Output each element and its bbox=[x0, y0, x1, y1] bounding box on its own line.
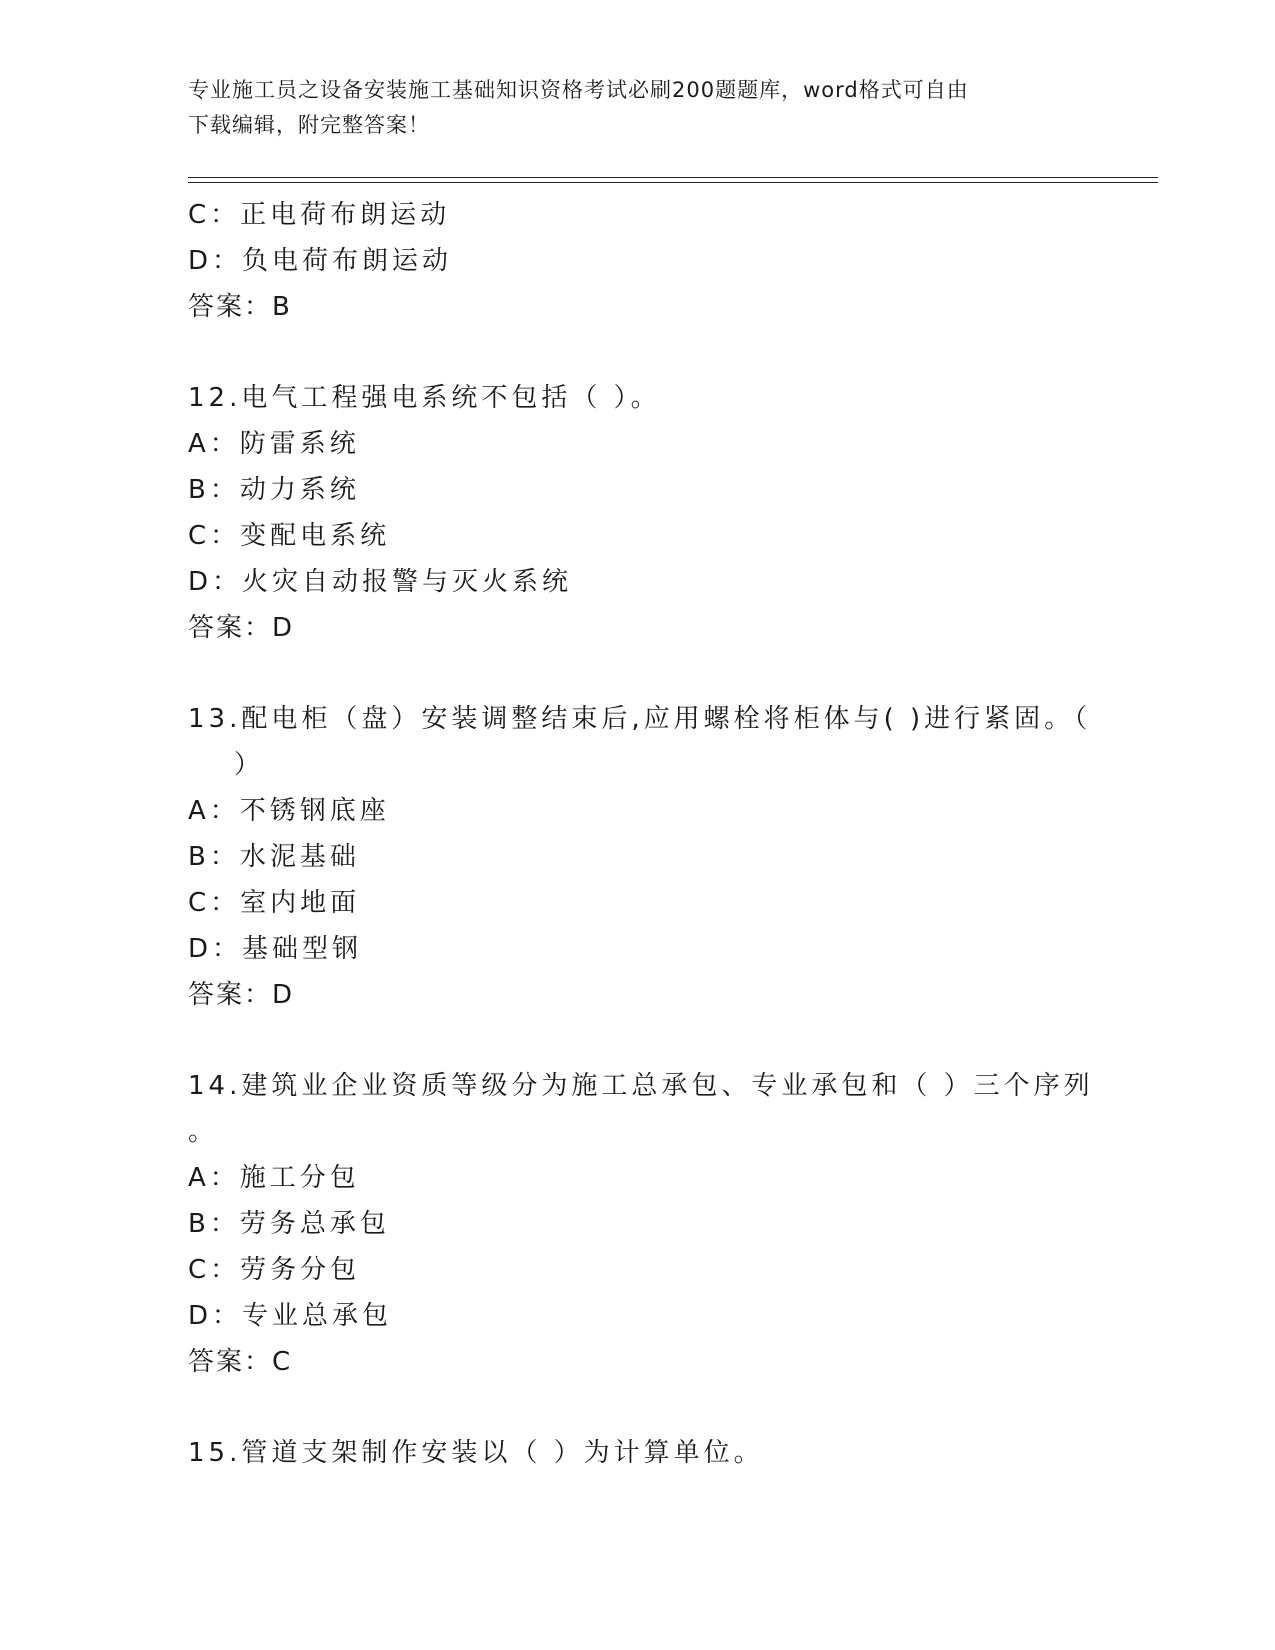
question-stem-continuation: ） bbox=[234, 750, 265, 780]
option-c: C：正电荷布朗运动 bbox=[188, 200, 451, 230]
answer-line: 答案：C bbox=[188, 1347, 293, 1377]
option-d: D：基础型钢 bbox=[188, 934, 363, 964]
answer-line: 答案：B bbox=[188, 292, 292, 322]
header-divider-bottom bbox=[188, 182, 1158, 183]
option-c: C：室内地面 bbox=[188, 888, 361, 918]
option-d: D：专业总承包 bbox=[188, 1301, 393, 1331]
answer-line: 答案：D bbox=[188, 980, 295, 1010]
question-stem: 14.建筑业企业资质等级分为施工总承包、专业承包和（ ）三个序列 bbox=[188, 1071, 1094, 1101]
question-block-11 bbox=[188, 192, 1088, 330]
option-d: D：火灾自动报警与灭火系统 bbox=[188, 567, 573, 597]
question-stem: 15.管道支架制作安装以（ ）为计算单位。 bbox=[188, 1438, 764, 1468]
option-b: B：水泥基础 bbox=[188, 842, 360, 872]
question-stem: 12.电气工程强电系统不包括（ ）。 bbox=[188, 383, 661, 413]
question-block-14 bbox=[188, 1063, 1094, 1385]
question-block-12 bbox=[188, 375, 1088, 651]
option-a: A：防雷系统 bbox=[188, 429, 360, 459]
option-c: C：变配电系统 bbox=[188, 521, 391, 551]
option-a: A：不锈钢底座 bbox=[188, 796, 390, 826]
option-b: B：劳务总承包 bbox=[188, 1209, 390, 1239]
header-divider-top bbox=[188, 177, 1158, 178]
option-b: B：动力系统 bbox=[188, 475, 360, 505]
question-stem-continuation: 。 bbox=[188, 1117, 219, 1147]
answer-line: 答案：D bbox=[188, 613, 295, 643]
option-a: A：施工分包 bbox=[188, 1163, 360, 1193]
header-line-1: 专业施工员之设备安装施工基础知识资格考试必刷200题题库，word格式可自由 bbox=[188, 78, 969, 102]
option-c: C：劳务分包 bbox=[188, 1255, 361, 1285]
document-header bbox=[188, 73, 1088, 143]
question-block-15 bbox=[188, 1430, 1088, 1476]
question-list bbox=[188, 192, 1094, 1476]
question-block-13 bbox=[188, 696, 1092, 1018]
header-line-2: 下载编辑，附完整答案！ bbox=[188, 113, 430, 137]
question-stem: 13.配电柜（盘）安装调整结束后,应用螺栓将柜体与( )进行紧固。（ bbox=[188, 704, 1092, 734]
option-d: D：负电荷布朗运动 bbox=[188, 246, 453, 276]
